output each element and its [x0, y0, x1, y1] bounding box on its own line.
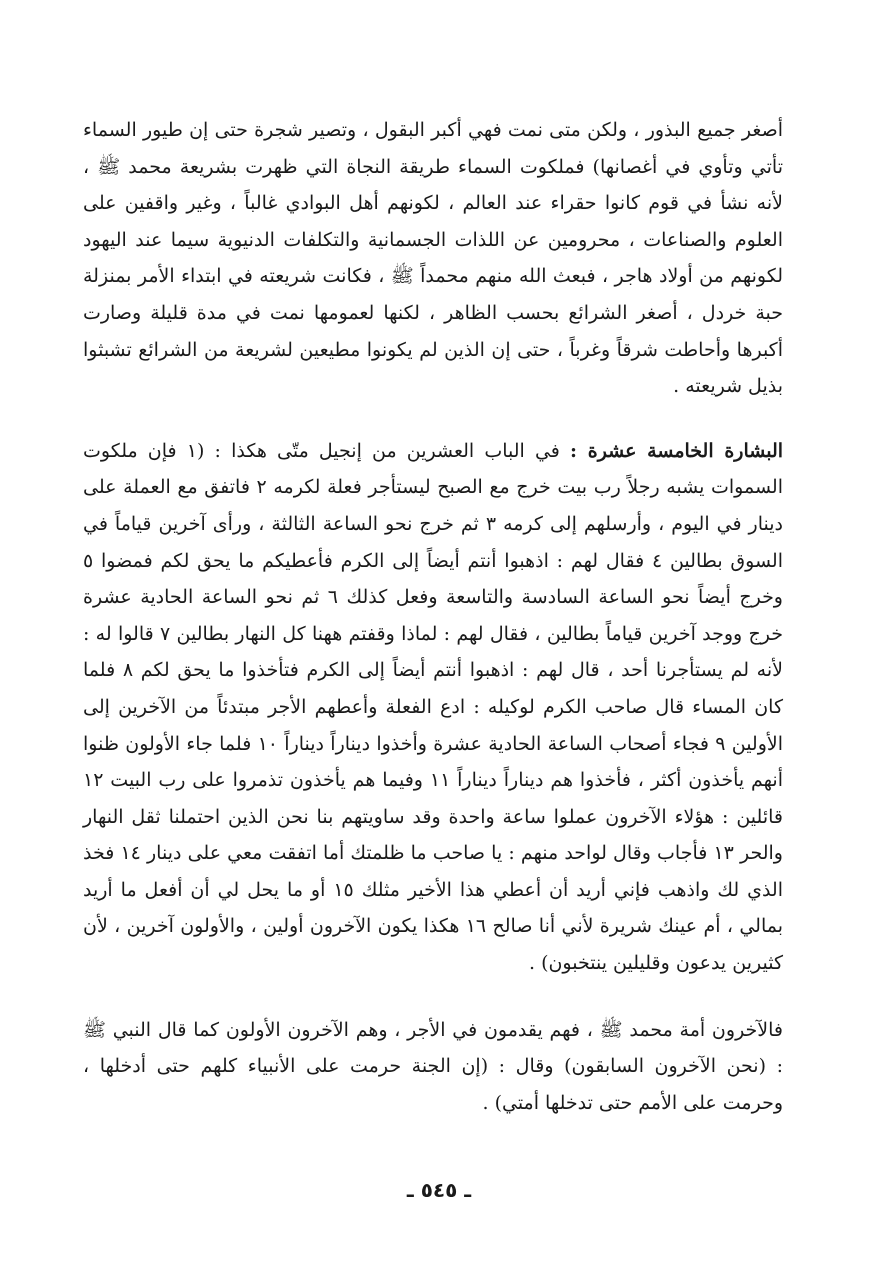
paragraph-1: [83, 112, 783, 405]
paragraph-3-text: فالآخرون أمة محمد ﷺ ، فهم يقدمون في الأجر ، وهم الآخرون الأولون كما قال النبي ﷺ : (نحن الآخرون السابقون) وقال : (إن الجنة حرمت على الأنبياء كلهم حتى أدخلها ، وحرمت على الأمم حتى تدخلها أمتي) .: [83, 1018, 783, 1114]
paragraph-2: [83, 433, 783, 982]
page-body: [83, 112, 783, 1121]
paragraph-3: [83, 1012, 783, 1122]
paragraph-2-heading: البشارة الخامسة عشرة :: [570, 439, 784, 462]
paragraph-1-text: أصغر جميع البذور ، ولكن متى نمت فهي أكبر البقول ، وتصير شجرة حتى إن طيور السماء تأتي وتأوي في أغصانها) فملكوت السماء طريقة النجاة التي ظهرت بشريعة محمد ﷺ ، لأنه نشأ في قوم كانوا حقراء عند العالم ، لكونهم أهل البوادي غالباً ، وغير واقفين على العلوم والصناعات ، محرومين عن اللذات الجسمانية والتكلفات الدنيوية سيما عند اليهود لكونهم من أولاد هاجر ، فبعث الله منهم محمداً ﷺ ، فكانت شريعته في ابتداء الأمر بمنزلة حبة خردل ، أصغر الشرائع بحسب الظاهر ، لكنها لعمومها نمت في مدة قليلة وصارت أكبرها وأحاطت شرقاً وغرباً ، حتى إن الذين لم يكونوا مطيعين لشريعة من الشرائع تشبثوا بذيل شريعته .: [83, 119, 783, 398]
paragraph-2-text: في الباب العشرين من إنجيل متّى هكذا : (١ فإن ملكوت السموات يشبه رجلاً رب بيت خرج مع الصبح ليستأجر فعلة لكرمه ٢ فاتفق مع العملة على دينار في اليوم ، وأرسلهم إلى كرمه ٣ ثم خرج نحو الساعة الثالثة ، ورأى آخرين قياماً في السوق بطالين ٤ فقال لهم : اذهبوا أنتم أيضاً إلى الكرم فأعطيكم ما يحق لكم فمضوا ٥ وخرج أيضاً نحو الساعة السادسة والتاسعة وفعل كذلك ٦ ثم نحو الساعة الحادية عشرة خرج ووجد آخرين قياماً بطالين ، فقال لهم : لماذا وقفتم ههنا كل النهار بطالين ٧ قالوا له : لأنه لم يستأجرنا أحد ، قال لهم : اذهبوا أنتم أيضاً إلى الكرم فتأخذوا ما يحق لكم ٨ فلما كان المساء قال صاحب الكرم لوكيله : ادع الفعلة وأعطهم الأجر مبتدئاً من الآخرين إلى الأولين ٩ فجاء أصحاب الساعة الحادية عشرة وأخذوا ديناراً ديناراً ١٠ فلما جاء الأولون ظنوا أنهم يأخذون أكثر ، فأخذوا هم ديناراً ديناراً ١١ وفيما هم يأخذون تذمروا على رب البيت ١٢ قائلين : هؤلاء الآخرون عملوا ساعة واحدة وقد ساويتهم بنا نحن الذين احتملنا ثقل النهار والحر ١٣ فأجاب وقال لواحد منهم : يا صاحب ما ظلمتك أما اتفقت معي على دينار ١٤ فخذ الذي لك واذهب فإني أريد أن أعطي هذا الأخير مثلك ١٥ أو ما يحل لي أن أفعل ما أريد بمالي ، أم عينك شريرة لأني أنا صالح ١٦ هكذا يكون الآخرون أولين ، والأولون آخرين ، لأن كثيرين يدعون وقليلين ينتخبون) .: [83, 439, 784, 975]
page-number: ـ ٥٤٥ ـ: [406, 1178, 472, 1202]
